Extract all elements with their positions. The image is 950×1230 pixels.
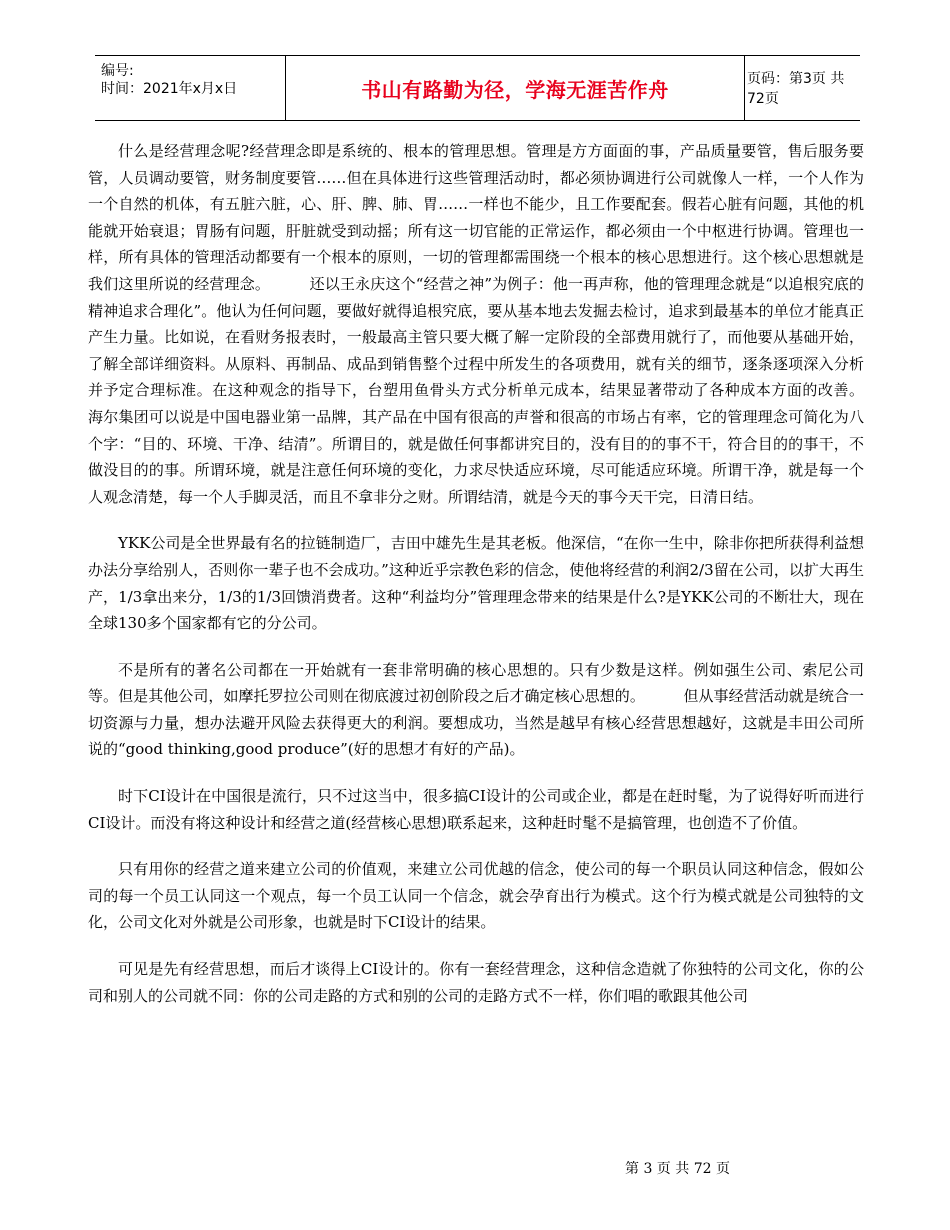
document-number-label: 编号: xyxy=(101,63,134,79)
header-motto-cell xyxy=(285,56,745,120)
paragraph: 什么是经营理念呢?经营理念即是系统的、根本的管理思想。管理是方方面面的事，产品质量要管，售后服务要管，人员调动要管，财务制度要管……但在具体进行这些管理活动时，都必须协调进行公司就像人一样，一个人作为一个自然的机体，有五脏六脏，心、肝、脾、肺、胃……一样也不能少，且工作要配套。假若心脏有问题，其他的机能就开始衰退；胃肠有问题，肝脏就受到动摇；所有这一切官能的正常运作，都必须由一个中枢进行协调。管理也一样，所有具体的管理活动都要有一个根本的原则，一切的管理都需围绕一个根本的核心思想进行。这个核心思想就是我们这里所说的经营理念。 还以王永庆这个“经营之神”为例子：他一再声称，他的管理理念就是“以追根究底的精神追求合理化”。他认为任何问题，要做好就得追根究底，要从基本地去发掘去检讨，追求到最基本的单位才能真正产生力量。比如说，在看财务报表时，一般最高主管只要大概了解一定阶段的全部费用就行了，而他要从基础开始，了解全部详细资料。从原料、再制品、成品到销售整个过程中所发生的各项费用，就有关的细节，逐条逐项深入分析并予定合理标准。在这种观念的指导下，台塑用鱼骨头方式分析单元成本，结果显著带动了各种成本方面的改善。 海尔集团可以说是中国电器业第一品牌，其产品在中国有很高的声誉和很高的市场占有率，它的管理理念可简化为八个字：“目的、环境、干净、结清”。所谓目的，就是做任何事都讲究目的，没有目的的事不干，符合目的的事干，不做没目的的事。所谓环境，就是注意任何环境的变化，力求尽快适应环境，尽可能适应环境。所谓干净，就是每一个人观念清楚，每一个人手脚灵活，而且不拿非分之财。所谓结清，就是今天的事今天干完，日清日结。 xyxy=(88,142,903,506)
paragraph: 只有用你的经营之道来建立公司的价值观，来建立公司优越的信念，使公司的每一个职员认同这种信念，假如公司的每一个员工认同这一个观点，每一个员工认同一个信念，就会孕育出行为模式。这个行为模式就是公司独特的文化，公司文化对外就是公司形象，也就是时下CI设计的结果。 xyxy=(88,860,864,932)
paragraph: 可见是先有经营思想，而后才谈得上CI设计的。你有一套经营理念，这种信念造就了你独特的公司文化，你的公司和别人的公司就不同：你的公司走路的方式和别的公司的走路方式不一样，你们唱的歌跟其他公司 xyxy=(88,960,864,1005)
page-info-text: 页码：第3页 共72页 xyxy=(747,71,845,107)
header-motto: 书山有路勤为径，学海无涯苦作舟 xyxy=(361,77,669,102)
document-body xyxy=(88,138,903,1029)
page-header xyxy=(95,55,860,121)
document-date-label: 时间：2021年x月x日 xyxy=(101,81,238,97)
header-page-info xyxy=(747,56,860,120)
paragraph: YKK公司是全世界最有名的拉链制造厂，吉田中雄先生是其老板。他深信，“在你一生中，除非你把所获得利益想办法分享给别人，否则你一辈子也不会成功。”这种近乎宗教色彩的信念，使他将经营的利润2/3留在公司，以扩大再生产，1/3拿出来分，1/3的1/3回馈消费者。这种“利益均分”管理理念带来的结果是什么?是YKK公司的不断壮大，现在全球130多个国家都有它的分公司。 xyxy=(88,534,864,633)
page-footer xyxy=(625,1158,730,1178)
paragraph: 时下CI设计在中国很是流行，只不过这当中，很多搞CI设计的公司或企业，都是在赶时髦，为了说得好听而进行CI设计。而没有将这种设计和经营之道(经营核心思想)联系起来，这种赶时髦不是搞管理，也创造不了价值。 xyxy=(88,787,864,832)
header-meta xyxy=(95,56,285,120)
footer-page-number: 第 3 页 共 72 页 xyxy=(625,1161,730,1177)
paragraph: 不是所有的著名公司都在一开始就有一套非常明确的核心思想的。只有少数是这样。例如强生公司、索尼公司等。但是其他公司，如摩托罗拉公司则在彻底渡过初创阶段之后才确定核心思想的。 但从事经营活动就是统合一切资源与力量，想办法避开风险去获得更大的利润。要想成功，当然是越早有核心经营思想越好，这就是丰田公司所说的“good thinking,good produce”(好的思想才有好的产品)。 xyxy=(88,660,864,759)
